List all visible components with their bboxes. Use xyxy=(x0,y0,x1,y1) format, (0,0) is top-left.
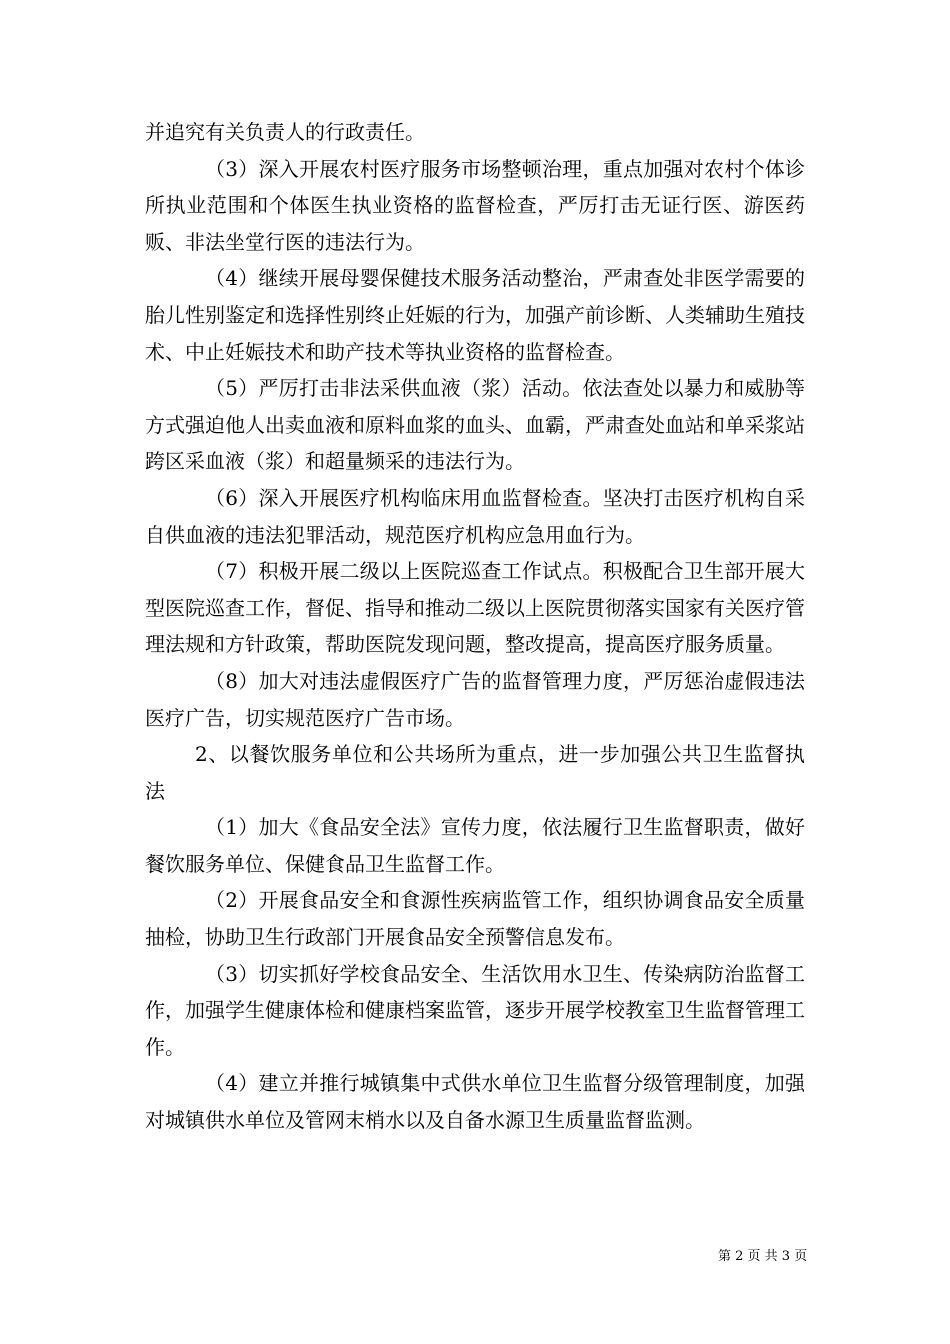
paragraph-item-6-clinical-blood: （6）深入开展医疗机构临床用血监督检查。坚决打击医疗机构自采自供血液的违法犯罪活动，规范医疗机构应急用血行为。 xyxy=(145,485,805,547)
section-heading-2-public-health: 2、以餐饮服务单位和公共场所为重点，进一步加强公共卫生监督执法 xyxy=(145,742,805,803)
paragraph-item-5-blood-collection: （5）严厉打击非法采供血液（浆）活动。依法查处以暴力和威胁等方式强迫他人出卖血液和原料血浆的血头、血霸，严肃查处血站和单采浆站跨区采血液（浆）和超量频采的违法行为。 xyxy=(145,376,805,474)
paragraph-item-7-hospital-inspection: （7）积极开展二级以上医院巡查工作试点。积极配合卫生部开展大型医院巡查工作，督促、指导和推动二级以上医院贯彻落实国家有关医疗管理法规和方针政策，帮助医院发现问题，整改提高，提高医疗服务质量。 xyxy=(145,559,805,657)
paragraph-item-4-water-supply: （4）建立并推行城镇集中式供水单位卫生监督分级管理制度，加强对城镇供水单位及管网末梢水以及自备水源卫生质量监督监测。 xyxy=(145,1071,805,1133)
page-number: 第 2 页 共 3 页 xyxy=(718,1249,808,1264)
paragraph-item-8-medical-ads: （8）加大对违法虚假医疗广告的监督管理力度，严厉惩治虚假违法医疗广告，切实规范医疗广告市场。 xyxy=(145,668,805,730)
paragraph-item-4-maternal-care: （4）继续开展母婴保健技术服务活动整治，严肃查处非医学需要的胎儿性别鉴定和选择性别终止妊娠的行为，加强产前诊断、人类辅助生殖技术、中止妊娠技术和助产技术等执业资格的监督检查。 xyxy=(145,266,805,364)
paragraph-item-2-foodborne-disease: （2）开展食品安全和食源性疾病监管工作，组织协调食品安全质量抽检，协助卫生行政部门开展食品安全预警信息发布。 xyxy=(145,888,805,950)
paragraph-item-3-school-safety: （3）切实抓好学校食品安全、生活饮用水卫生、传染病防治监督工作，加强学生健康体检和健康档案监管，逐步开展学校教室卫生监督管理工作。 xyxy=(145,961,805,1059)
paragraph-item-1-food-safety-law: （1）加大《食品安全法》宣传力度，依法履行卫生监督职责，做好餐饮服务单位、保健食品卫生监督工作。 xyxy=(145,815,805,876)
paragraph-continuation: 并追究有关负责人的行政责任。 xyxy=(145,120,425,144)
document-body xyxy=(145,114,805,1139)
paragraph-item-3-rural-medical: （3）深入开展农村医疗服务市场整顿治理，重点加强对农村个体诊所执业范围和个体医生执业资格的监督检查，严厉打击无证行医、游医药贩、非法坐堂行医的违法行为。 xyxy=(145,156,805,254)
